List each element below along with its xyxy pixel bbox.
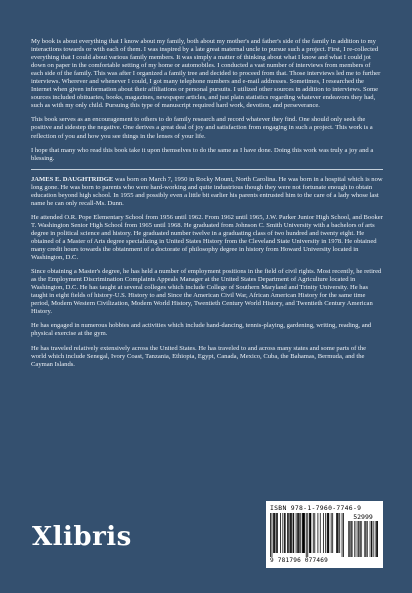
addon-bar bbox=[358, 521, 359, 557]
barcode-bar bbox=[304, 513, 305, 553]
barcode-bar bbox=[282, 513, 283, 553]
addon-bar bbox=[360, 521, 361, 557]
addon-bar bbox=[356, 521, 357, 557]
barcode-bar bbox=[336, 513, 337, 553]
bio-paragraph-1 bbox=[31, 176, 383, 208]
barcode-bar bbox=[302, 513, 303, 553]
bio-paragraph-5: He has traveled relatively extensively across the United States. He has traveled to and across many states and some parts of the world which include Senegal, Ivory Coast, Tanzania, Ethiopia, Egypt, Canada, Mexico, Cuba, the Bahamas, Bermuda, and the Cayman Islands. bbox=[31, 344, 367, 368]
barcode-bar bbox=[303, 513, 304, 553]
barcode-bar bbox=[328, 513, 329, 553]
ean-digits: 9 781796 077469 bbox=[270, 557, 329, 564]
bio-paragraph-3: Since obtaining a Master's degree, he has held a number of employment positions in the field of civil rights. Most recently, he retired as the Employment Discrimination Complaints Appeals Manager at the United States Department of Agriculture located in Washington, D.C. He has taught at several colleges which include College of Southern Maryland and Trinity University. He has taught in eight fields of history-U.S. History to and Since the American Civil War, African American History for the same time period, Modern Western Civilization, Modern World History, Twentieth Century World History, and Twentieth Century American History. bbox=[31, 268, 382, 316]
addon-bar bbox=[348, 521, 349, 557]
barcode-bar bbox=[287, 513, 288, 553]
barcode-bar bbox=[342, 513, 343, 557]
barcode-bar bbox=[309, 513, 310, 553]
barcode-bar bbox=[300, 513, 301, 553]
addon-bar bbox=[376, 521, 377, 557]
barcode-bar bbox=[332, 513, 333, 553]
barcode-bar bbox=[284, 513, 285, 553]
barcode-bar bbox=[275, 513, 276, 553]
author-name: JAMES E. DAUGHTRIDGE bbox=[31, 175, 114, 183]
bio-paragraph-2: He attended O.R. Pope Elementary School from 1956 until 1962. From 1962 until 1965, J.W. Parker Junior High School, and Booker T. Washington Senior High School from 1965 until 1968. He graduated from Johnson C. Smith University with a bachelors of arts degree in political science and history. He graduated number twelve in a graduating class of two hundred and twenty eight. He obtained of a Master of Arts degree specializing in United States History from the Cleveland State University in 1978. He obtained many credit hours towards the obtainment of a doctorate of philosophy degree in history from Howard University located in Washington, D.C. bbox=[31, 213, 383, 262]
addon-bar bbox=[370, 521, 371, 557]
intro-paragraph-3: I hope that many who read this book take it upon themselves to do the same as I have done. Doing this work was truly a joy and a blessing. bbox=[31, 146, 374, 162]
barcode-bar bbox=[343, 513, 344, 557]
barcode-bar bbox=[291, 513, 292, 553]
back-cover-text bbox=[31, 38, 383, 375]
barcode-bar bbox=[338, 513, 339, 553]
barcode-bar bbox=[273, 513, 274, 553]
addon-bar bbox=[349, 521, 350, 557]
addon-bar bbox=[377, 521, 378, 557]
barcode-bar bbox=[270, 513, 271, 557]
barcode-bar bbox=[331, 513, 332, 553]
barcode-bar bbox=[337, 513, 338, 553]
addon-bar bbox=[371, 521, 372, 557]
barcode-bar bbox=[303, 513, 304, 553]
barcode-bar bbox=[277, 513, 278, 553]
barcode-bar bbox=[313, 513, 314, 553]
publisher-logo: Xlibris bbox=[32, 522, 132, 552]
addon-bar bbox=[365, 521, 366, 557]
barcode-bar bbox=[314, 513, 315, 553]
price-addon-bars bbox=[348, 521, 378, 557]
barcode-bar bbox=[298, 513, 299, 553]
addon-bar bbox=[366, 521, 367, 557]
isbn-barcode bbox=[266, 501, 383, 568]
barcode-bar bbox=[323, 513, 324, 553]
barcode-bar bbox=[318, 513, 319, 553]
barcode-bar bbox=[327, 513, 328, 553]
bio-paragraph-1-text: was born on March 7, 1950 in Rocky Mount, North Carolina. He was born in a hospital which is now long gone. He was born to parents who were hard-working and quite industrious though they were not fortunate enough to obtain education beyond high school. In 1955 and possibly even a little bit earlier his parents entrusted him to the care of a lady whose last name he can only recall-Ms. Dunn. bbox=[31, 175, 383, 207]
addon-bar bbox=[377, 521, 378, 557]
barcode-bar bbox=[325, 513, 326, 553]
barcode-bar bbox=[290, 513, 291, 553]
addon-bar bbox=[364, 521, 365, 557]
barcode-bar bbox=[311, 513, 312, 553]
barcode-bar bbox=[274, 513, 275, 553]
addon-bar bbox=[359, 521, 360, 557]
barcode-bar bbox=[310, 513, 311, 553]
intro-paragraph-1: My book is about everything that I know about my family, both about my mother's and father's side of the family in addition to my interactions towards or with each of them. I was inspired by a late great maternal uncle to pursue such a project. First, I re-collected everything that I could about various family members. It was simply a matter of thinking about what I know and what I could jot down on paper in the comfortable setting of my home or automobiles. I conducted a vast number of interviews from members of each side of the family. This was after I organized a family tree and decided to proceed from that. Those interviews led me to further interviews. Wherever and whenever I could, I got many telephone numbers and e-mail addresses. Sometimes, I researched the Internet when given information about their affiliations or personal pursuits. I utilized other sources in addition to interviews. Some sources included obituaries, books, magazines, newspaper articles, and just plain statistics regarding whatever endeavors they had, such as with my only child. Pursuing this type of manuscript required hard work, devotion, and perseverance. bbox=[31, 38, 381, 110]
ean-barcode-bars bbox=[270, 513, 344, 557]
barcode-bar bbox=[299, 513, 300, 553]
barcode-bar bbox=[276, 513, 277, 553]
barcode-bar bbox=[328, 513, 329, 553]
addon-bar bbox=[372, 521, 373, 557]
price-code: 52999 bbox=[353, 513, 373, 521]
barcode-bar bbox=[320, 513, 321, 553]
barcode-bar bbox=[288, 513, 289, 553]
barcode-bar bbox=[293, 513, 294, 553]
addon-bar bbox=[352, 521, 353, 557]
addon-bar bbox=[351, 521, 352, 557]
addon-bar bbox=[354, 521, 355, 557]
addon-bar bbox=[358, 521, 359, 557]
intro-paragraph-2: This book serves as an encouragement to others to do family research and record whatever they find. One should only seek the positive and sidestep the negative. One derives a great deal of joy and satisfaction from engaging in such a project. This work is a reflection of you and how you see things in the lenses of your life. bbox=[31, 116, 373, 140]
divider-rule bbox=[31, 169, 383, 170]
barcode-bar bbox=[289, 513, 290, 553]
barcode-bar bbox=[306, 513, 307, 557]
barcode-bar bbox=[296, 513, 297, 553]
price-addon bbox=[348, 513, 378, 562]
barcode-bar bbox=[339, 513, 340, 553]
barcode-bar bbox=[272, 513, 273, 557]
addon-bar bbox=[373, 521, 374, 557]
addon-bar bbox=[375, 521, 376, 557]
barcode-bar bbox=[285, 513, 286, 553]
bio-paragraph-4: He has engaged in numerous hobbies and activities which include hand-dancing, tennis-playing, gardening, writing, reading, and physical exercise at the gym. bbox=[31, 322, 372, 338]
barcode-bar bbox=[297, 513, 298, 553]
addon-bar bbox=[361, 521, 362, 557]
barcode-bar bbox=[307, 513, 308, 557]
barcode-bar bbox=[293, 513, 294, 553]
isbn-text: ISBN 978-1-7960-7746-9 bbox=[270, 504, 362, 512]
addon-bar bbox=[367, 521, 368, 557]
addon-bar bbox=[350, 521, 351, 557]
barcode-bar bbox=[280, 513, 281, 553]
